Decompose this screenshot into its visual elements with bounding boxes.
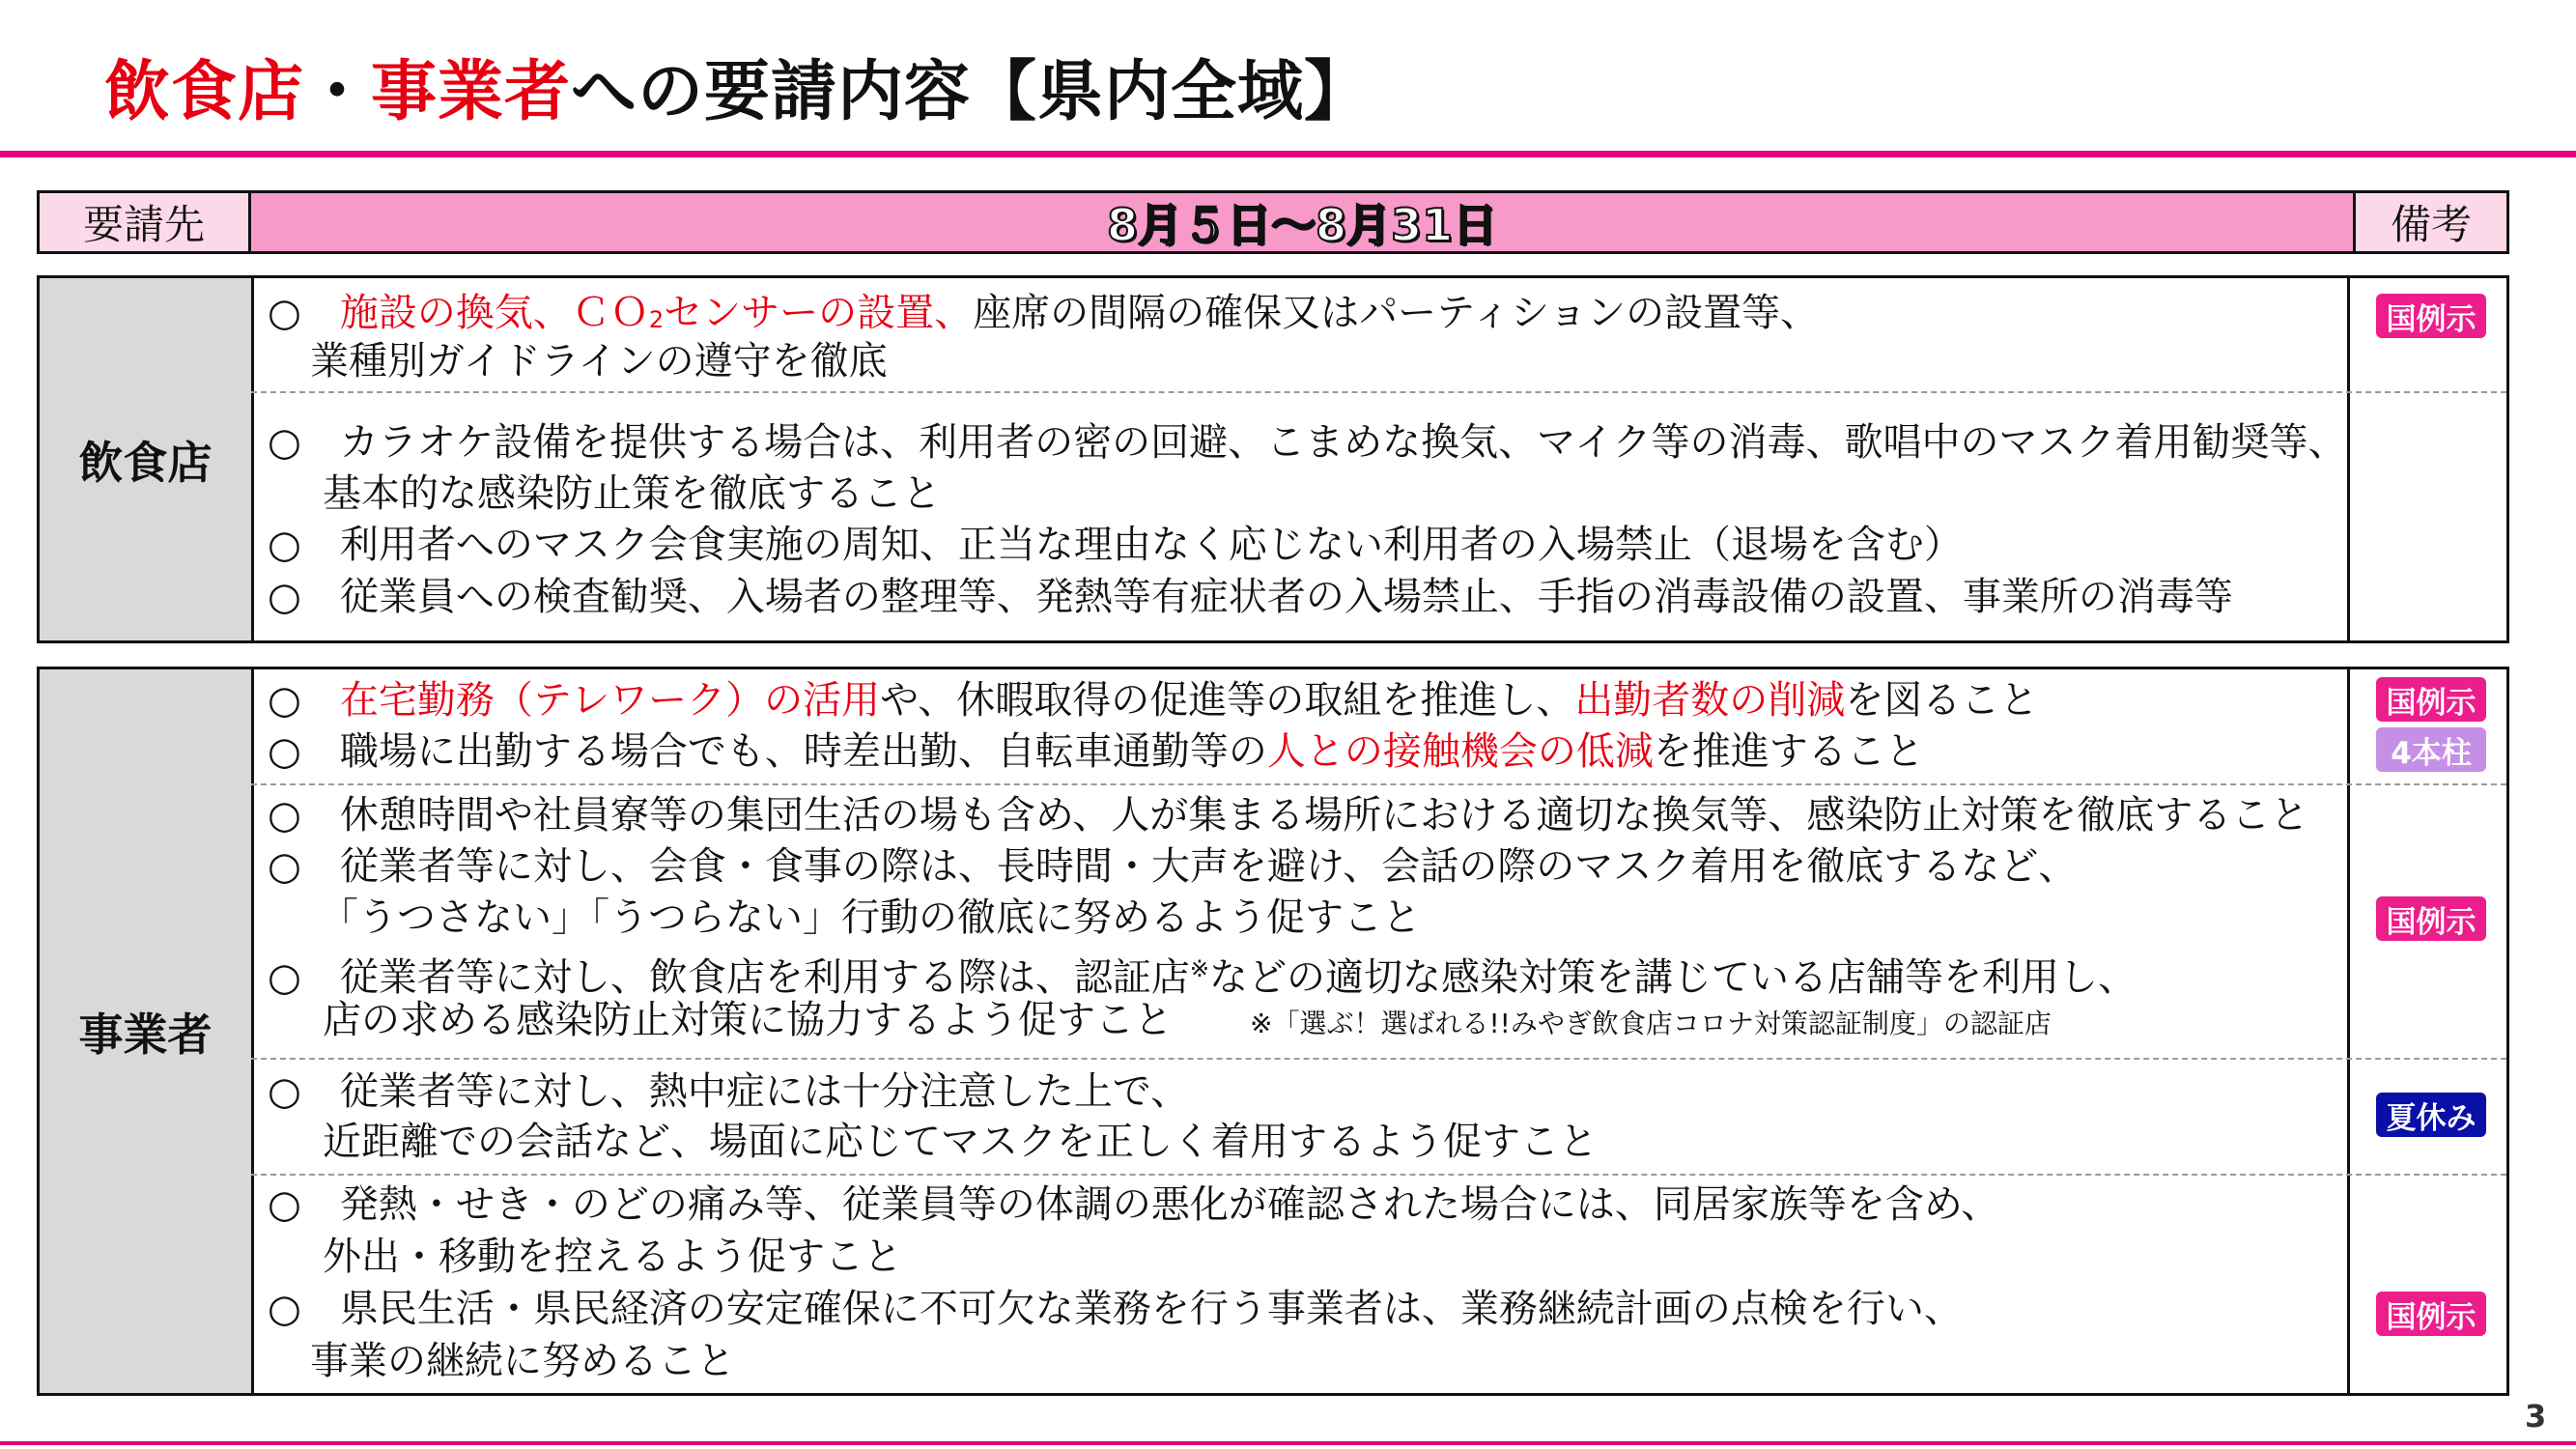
text: ○ 職場に出勤する場合でも、時差出勤、自転車通勤等の [268, 729, 1267, 774]
row-divider [251, 391, 2506, 393]
text: や、休暇取得の促進等の取組を推進し、 [880, 678, 1575, 723]
text: 店の求める感染防止対策に協力するよう促すこと [323, 998, 1173, 1042]
header-remarks-cell: 備考 [2353, 190, 2509, 254]
restaurant-row1-line1 [268, 290, 1819, 343]
tag-four-pillars: 4本柱 [2376, 727, 2486, 772]
tag-national-example: 国例示 [2376, 677, 2486, 722]
text: を推進すること [1653, 729, 1924, 774]
restaurant-section [37, 275, 2509, 643]
tag-national-example: 国例示 [2376, 1292, 2486, 1336]
business-row3-line2: 近距離での会話など、場面に応じてマスクを正しく着用するよう促すこと [323, 1120, 1598, 1164]
page-number: 3 [2525, 1398, 2547, 1435]
bullet: ○ [268, 291, 301, 335]
restaurant-row1-line2: 業種別ガイドラインの遵守を徹底 [310, 339, 888, 384]
footnote: ※「選ぶ！選ばれる!!みやぎ飲食店コロナ対策認証制度」の認証店 [1250, 1008, 2052, 1039]
business-section [37, 667, 2509, 1396]
business-label: 事業者 [40, 669, 254, 1393]
row-divider [251, 1174, 2506, 1176]
business-row2-line5 [323, 997, 2052, 1047]
text: を図ること [1845, 678, 2039, 723]
business-row1-line2 [268, 728, 1924, 775]
page-title [104, 54, 1371, 131]
text: などの適切な感染対策を講じている店舗等を利用し、 [1209, 955, 2137, 1000]
business-row4-line3: ○ 県民生活・県民経済の安定確保に不可欠な業務を行う事業者は、業務継続計画の点検を行い、 [268, 1287, 1963, 1331]
title-business: 事業者 [371, 54, 572, 130]
restaurant-row2-line3: ○ 利用者へのマスク会食実施の周知、正当な理由なく応じない利用者の入場禁止（退場を含む） [268, 523, 1963, 567]
business-row3-line1: ○ 従業者等に対し、熱中症には十分注意した上で、 [268, 1069, 1190, 1114]
business-row2-line4 [268, 946, 2137, 1001]
bullet: ○ [268, 678, 301, 723]
text: ○ 従業者等に対し、飲食店を利用する際は、認証店 [268, 955, 1190, 1000]
footnote-mark: ※ [1189, 955, 1210, 982]
business-row4-line2: 外出・移動を控えるよう促すこと [323, 1235, 902, 1279]
row-divider [251, 1058, 2506, 1060]
business-remarks-column [2347, 669, 2506, 1393]
footer-rule [0, 1441, 2576, 1445]
text: 座席の間隔の確保又はパーティションの設置等、 [973, 291, 1820, 335]
restaurant-row2-line1: ○ カラオケ設備を提供する場合は、利用者の密の回避、こまめな換気、マイク等の消毒、歌唱中のマスク着用勧奨等、 [268, 420, 2347, 465]
red-text: 人との接触機会の低減 [1266, 729, 1654, 774]
restaurant-label: 飲食店 [40, 278, 254, 640]
business-row2-line2: ○ 従業者等に対し、会食・食事の際は、長時間・大声を避け、会話の際のマスク着用を徹底するなど、 [268, 844, 2078, 889]
red-text: 施設の換気、ＣＯ [339, 291, 649, 335]
red-text: 在宅勤務（テレワーク）の活用 [339, 678, 881, 723]
business-row2-line3: 「うつさない」「うつらない」行動の徹底に努めるよう促すこと [320, 895, 1421, 940]
title-separator: ・ [304, 54, 372, 130]
restaurant-row2-line4: ○ 従業員への検査勧奨、入場者の整理等、発熱等有症状者の入場禁止、手指の消毒設備の設置、事業所の消毒等 [268, 575, 2233, 619]
red-text: センサーの設置、 [664, 291, 974, 335]
title-rule [0, 151, 2576, 157]
business-row4-line4: 事業の継続に努めること [310, 1339, 735, 1383]
row-divider [251, 783, 2506, 785]
tag-national-example: 国例示 [2376, 294, 2486, 338]
header-target-cell: 要請先 [37, 190, 251, 254]
business-row1-line1 [268, 677, 2038, 724]
restaurant-row2-line2: 基本的な感染防止策を徹底すること [323, 471, 941, 516]
header-period-cell: 8月５日～8月31日 [248, 190, 2356, 254]
title-rest: への要請内容【県内全域】 [571, 54, 1372, 130]
red-text: 出勤者数の削減 [1574, 678, 1846, 723]
business-row4-line1: ○ 発熱・せき・のどの痛み等、従業員等の体調の悪化が確認された場合には、同居家族等を含め、 [268, 1182, 2000, 1227]
tag-national-example: 国例示 [2376, 896, 2486, 941]
subscript: 2 [648, 306, 665, 333]
business-row2-line1: ○ 休憩時間や社員寮等の集団生活の場も含め、人が集まる場所における適切な換気等、感染防止対策を徹底すること [268, 793, 2309, 838]
tag-summer-vacation: 夏休み [2376, 1093, 2486, 1137]
title-restaurant: 飲食店 [104, 54, 305, 130]
